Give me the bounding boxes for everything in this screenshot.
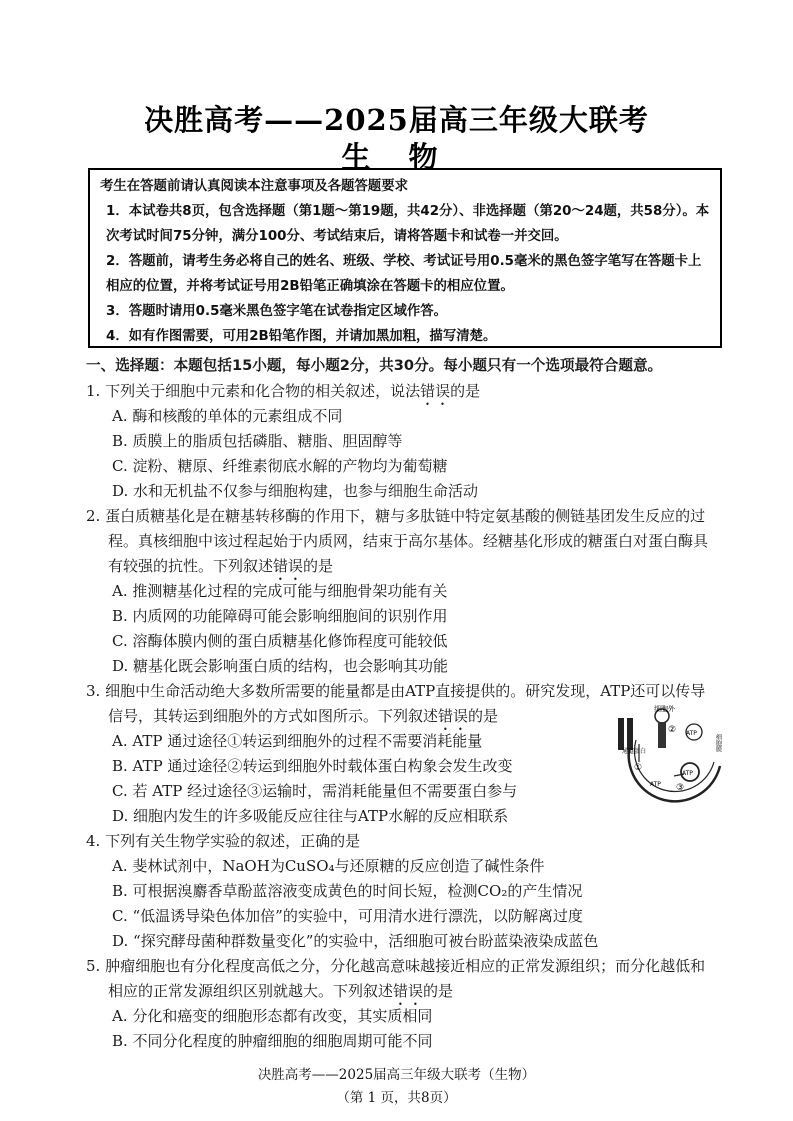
notice-item-3: 3．答题时请用0.5毫米黑色签字笔在试卷指定区域作答。 bbox=[106, 304, 448, 319]
q3-option-d: D. 细胞内发生的许多吸能反应往往与ATP水解的反应相联系 bbox=[112, 807, 509, 825]
notice-item-2: 2．答题前，请考生务必将自己的姓名、班级、学校、考试证号用0.5毫米的黑色签字笔写在答题卡上相应的位置，并将考试证号用2B铅笔正确填涂在答题卡的相应位置。 bbox=[106, 254, 702, 294]
q1-option-a: A. 酶和核酸的单体的元素组成不同 bbox=[112, 407, 343, 425]
figure-label-outside: 细胞外 bbox=[654, 705, 675, 713]
question-2-stem-line-3: 有较强的抗性。下列叙述错误的是 bbox=[108, 557, 334, 575]
q1-option-c: C. 淀粉、糖原、纤维素彻底水解的产物均为葡萄糖 bbox=[112, 457, 448, 475]
question-1-stem: 1. 下列关于细胞中元素和化合物的相关叙述，说法错误的是 bbox=[86, 382, 481, 400]
q1-option-d: D. 水和无机盐不仅参与细胞构建，也参与细胞生命活动 bbox=[112, 482, 479, 500]
q4-option-c: C. “低温诱导染色体加倍”的实验中，可用清水进行漂洗，以防解离过度 bbox=[112, 907, 583, 925]
emphasis-word: 错误 bbox=[420, 382, 451, 400]
emphasis-word: 错误 bbox=[273, 557, 304, 575]
footer-title: 决胜高考——2025届高三年级大联考（生物） bbox=[257, 1067, 536, 1083]
q2-option-d: D. 糖基化既会影响蛋白质的结构，也会影响其功能 bbox=[112, 657, 449, 675]
q4-option-a: A. 斐林试剂中，NaOH为CuSO₄与还原糖的反应创造了碱性条件 bbox=[112, 857, 545, 875]
question-5-stem-line-2: 相应的正常发源组织区别就越大。下列叙述错误的是 bbox=[108, 982, 454, 1000]
question-5-stem-line-1: 5. 肿瘤细胞也有分化程度高低之分，分化越高意味越接近相应的正常发源组织；而分化越低和 bbox=[86, 957, 706, 975]
question-2-stem-line-2: 程。真核细胞中该过程起始于内质网，结束于高尔基体。经糖基化形成的糖蛋白对蛋白酶具 bbox=[108, 532, 709, 550]
q5-option-a: A. 分化和癌变的细胞形态都有改变，其实质相同 bbox=[112, 1007, 433, 1025]
question-2-stem-line-1: 2. 蛋白质糖基化是在糖基转移酶的作用下，糖与多肽链中特定氨基酸的侧链基团发生反应的过 bbox=[86, 507, 706, 525]
q3-option-a: A. ATP 通过途径①转运到细胞外的过程不需要消耗能量 bbox=[112, 732, 483, 750]
q3-option-b: B. ATP 通过途径②转运到细胞外时载体蛋白构象会发生改变 bbox=[112, 757, 513, 775]
emphasis-word: 错误 bbox=[438, 707, 469, 725]
q1-option-b: B. 质膜上的脂质包括磷脂、糖脂、胆固醇等 bbox=[112, 432, 403, 450]
emphasis-word: 错误 bbox=[393, 982, 424, 1000]
footer-page-number: （第 1 页，共8页） bbox=[336, 1090, 457, 1106]
figure-atp-2: ATP bbox=[650, 781, 661, 788]
q2-option-c: C. 溶酶体膜内侧的蛋白质糖基化修饰程度可能较低 bbox=[112, 632, 448, 650]
atp-transport-figure bbox=[608, 704, 734, 804]
section-heading: 一、选择题：本题包括15小题，每小题2分，共30分。每小题只有一个选项最符合题意。 bbox=[86, 357, 663, 374]
q3-option-c: C. 若 ATP 经过途径③运输时，需消耗能量但不需要蛋白参与 bbox=[112, 782, 518, 800]
notice-item-1: 1．本试卷共8页，包含选择题（第1题～第19题，共42分）、非选择题（第20～24题，共58分）。本次考试时间75分钟，满分100分、考试结束后，请将答题卡和试卷一并交回。 bbox=[106, 204, 710, 244]
question-3-stem-line-1: 3. 细胞中生命活动绝大多数所需要的能量都是由ATP直接提供的。研究发现，ATP还可以传导 bbox=[86, 682, 706, 700]
figure-path-2: ② bbox=[668, 725, 677, 735]
figure-atp-3: ATP bbox=[682, 770, 693, 777]
q4-option-d: D. “探究酵母菌种群数量变化”的实验中，活细胞可被台盼蓝染液染成蓝色 bbox=[112, 932, 599, 950]
notice-box bbox=[88, 168, 722, 348]
q5-option-b: B. 不同分化程度的肿瘤细胞的细胞周期可能不同 bbox=[112, 1032, 433, 1050]
question-4-stem: 4. 下列有关生物学实验的叙述，正确的是 bbox=[86, 832, 361, 850]
question-3-stem-line-2: 信号，其转运到细胞外的方式如图所示。下列叙述错误的是 bbox=[108, 707, 499, 725]
figure-atp-1: ATP bbox=[686, 730, 697, 737]
notice-heading: 考生在答题前请认真阅读本注意事项及各题答题要求 bbox=[100, 179, 408, 194]
figure-label-membrane: 细胞膜 bbox=[714, 734, 722, 752]
exam-title: 决胜高考——2025届高三年级大联考 bbox=[144, 103, 649, 137]
q2-option-b: B. 内质网的功能障碍可能会影响细胞间的识别作用 bbox=[112, 607, 448, 625]
q2-option-a: A. 推测糖基化过程的完成可能与细胞骨架功能有关 bbox=[112, 582, 448, 600]
figure-path-1: ① bbox=[634, 763, 643, 773]
subject-title: 生 物 bbox=[341, 140, 452, 174]
q4-option-b: B. 可根据溴麝香草酚蓝溶液变成黄色的时间长短，检测CO₂的产生情况 bbox=[112, 882, 583, 900]
figure-label-carrier: 通道蛋白 bbox=[622, 748, 647, 755]
notice-item-4: 4．如有作图需要，可用2B铅笔作图，并请加黑加粗，描写清楚。 bbox=[106, 329, 497, 344]
figure-path-3: ③ bbox=[676, 783, 685, 793]
